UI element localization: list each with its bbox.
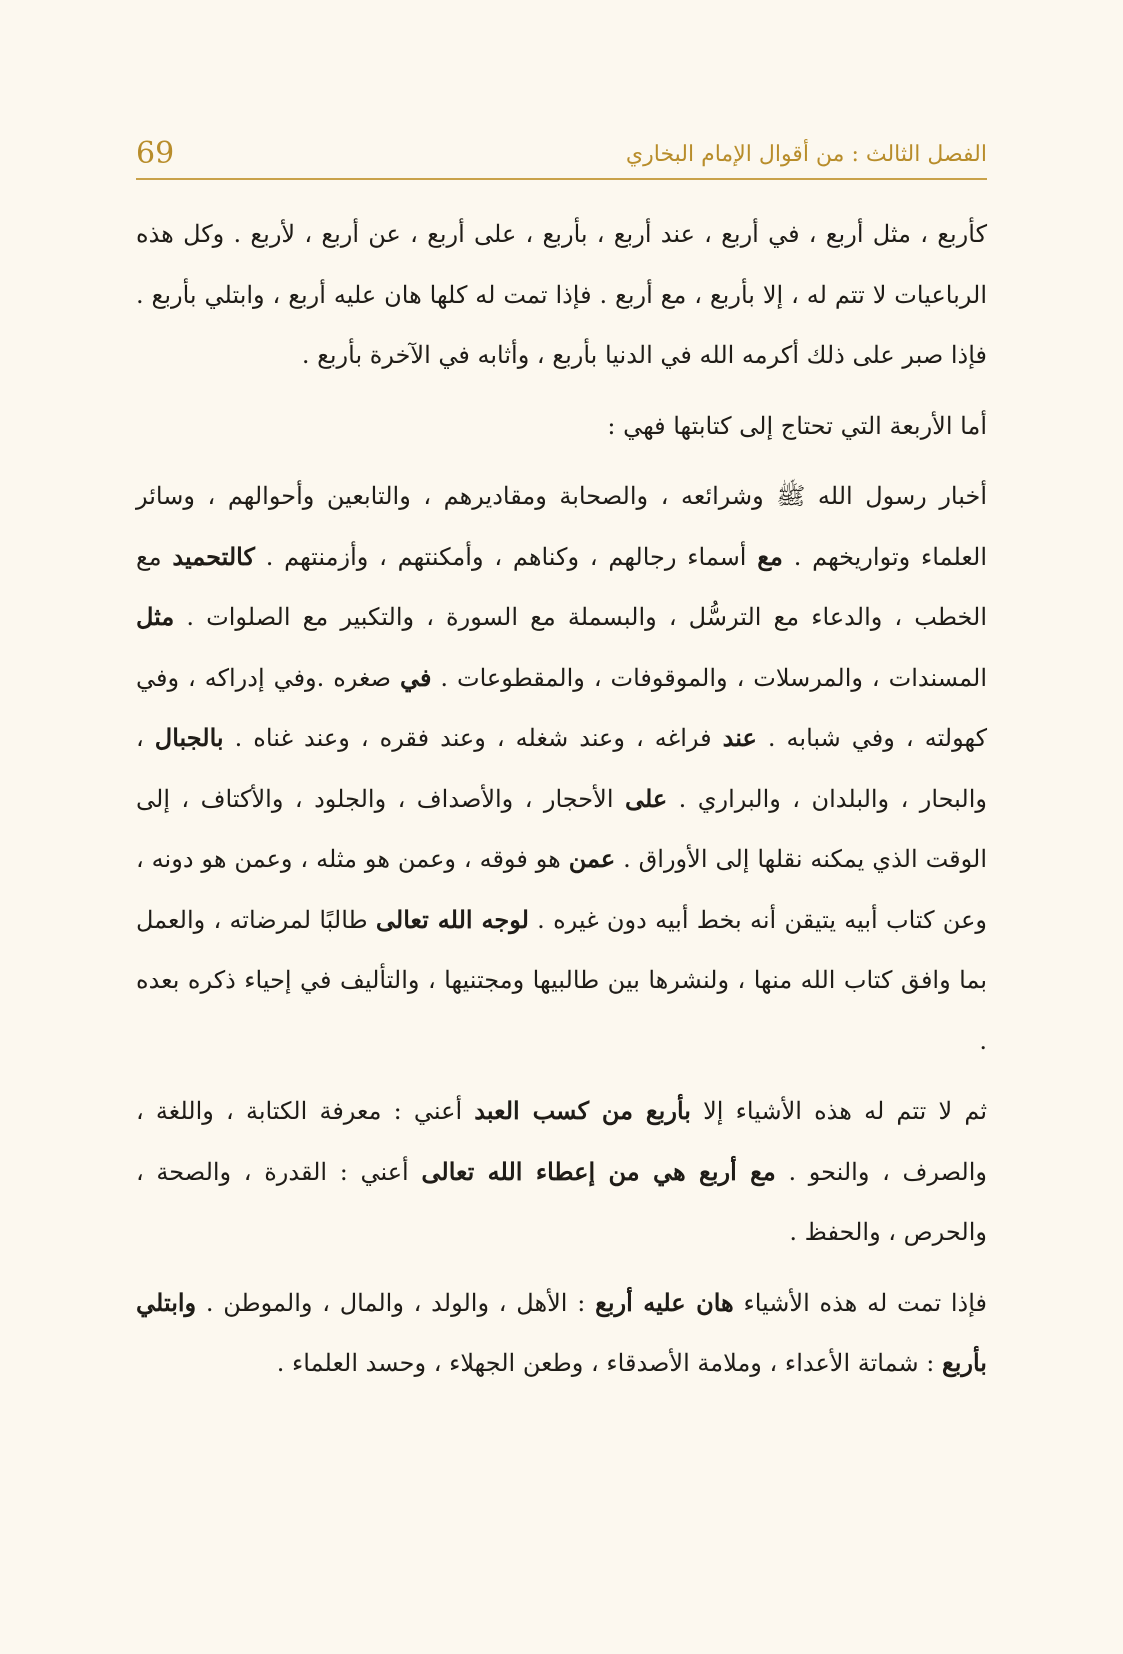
text-run: الأحجار ، والأصداف ، والجلود ، والأكتاف ، إلى الوقت الذي يمكنه نقلها إلى الأوراق . xyxy=(136,784,987,873)
bold-keyword: كالتحميد xyxy=(172,541,255,571)
text-run: كأربع ، مثل أربع ، في أربع ، عند أربع ، بأربع ، على أربع ، عن أربع ، لأربع . وكل هذه الرباعيات لا تتم له ، إلا بأربع ، مع أربع . فإذا تمت له كلها هان عليه أربع ، وابتلي بأربع . فإذا صبر على ذلك أكرمه الله في الدنيا بأربع ، وأثابه في الآخرة بأربع . xyxy=(136,220,988,369)
text-run: طالبًا لمرضاته ، والعمل بما وافق كتاب الله منها ، ولنشرها بين طالبيها ومجتنيها ، والتأليف في إحياء ذكره بعده . xyxy=(136,905,987,1055)
bold-keyword: هان عليه أربع xyxy=(595,1287,734,1317)
text-run: هو فوقه ، وعمن هو مثله ، وعمن هو دونه ، وعن كتاب أبيه يتيقن أنه بخط أبيه دون غيره . xyxy=(136,845,987,934)
page-number: 69 xyxy=(136,136,175,171)
text-run: أما الأربعة التي تحتاج إلى كتابتها فهي : xyxy=(607,411,987,440)
text-run: : شماتة الأعداء ، وملامة الأصدقاء ، وطعن الجهلاء ، وحسد العلماء . xyxy=(276,1349,942,1377)
bold-keyword: عند xyxy=(722,723,757,752)
text-run: فراغه ، وعند شغله ، وعند فقره ، وعند غناه . xyxy=(223,724,723,752)
paragraph-trials xyxy=(136,1273,987,1394)
text-run: صغره .وفي إدراكه ، وفي كهولته ، وفي شبابه . xyxy=(136,663,988,752)
bold-keyword: لوجه الله تعالى xyxy=(375,904,529,934)
chapter-title: الفصل الثالث : من أقوال الإمام البخاري xyxy=(625,142,987,167)
bold-keyword: بأربع من كسب العبد xyxy=(474,1096,691,1125)
bold-keyword: على xyxy=(624,783,668,813)
bold-keyword: مثل xyxy=(136,602,175,631)
text-run: مع الخطب ، والدعاء مع الترسُّل ، والبسملة مع السورة ، والتكبير مع الصلوات . xyxy=(136,542,987,631)
text-run: أعني : معرفة الكتابة ، واللغة ، والصرف ، والنحو . xyxy=(136,1097,987,1186)
bold-keyword: وابتلي بأربع xyxy=(136,1287,987,1377)
running-header xyxy=(136,134,987,180)
paragraph-prerequisites xyxy=(136,1081,987,1263)
text-run: ، والبحار ، والبلدان ، والبراري . xyxy=(136,724,987,813)
text-run: أخبار رسول الله ﷺ وشرائعه ، والصحابة ومقاديرهم ، والتابعين وأحوالهم ، وسائر العلماء وتواريخهم . xyxy=(136,482,987,571)
text-run: : الأهل ، والولد ، والمال ، والموطن . xyxy=(196,1288,596,1317)
text-run: ثم لا تتم له هذه الأشياء إلا xyxy=(690,1097,987,1125)
bold-keyword: عمن xyxy=(568,844,616,873)
text-run: أسماء رجالهم ، وكناهم ، وأمكنتهم ، وأزمنتهم . xyxy=(254,542,758,571)
paragraph-intro xyxy=(136,204,987,386)
bold-keyword: مع xyxy=(757,541,783,571)
text-run: المسندات ، والمرسلات ، والموقوفات ، والمقطوعات . xyxy=(431,663,987,692)
bold-keyword: مع أربع هي من إعطاء الله تعالى xyxy=(421,1156,776,1186)
text-run: أعني : القدرة ، والصحة ، والحرص ، والحفظ . xyxy=(136,1157,987,1246)
body-text xyxy=(136,204,987,1404)
paragraph-four-to-write xyxy=(136,396,987,457)
bold-keyword: في xyxy=(399,662,432,692)
paragraph-hadith-topics xyxy=(136,466,987,1071)
bold-keyword: بالجبال xyxy=(154,723,224,752)
text-run: فإذا تمت له هذه الأشياء xyxy=(733,1288,988,1317)
